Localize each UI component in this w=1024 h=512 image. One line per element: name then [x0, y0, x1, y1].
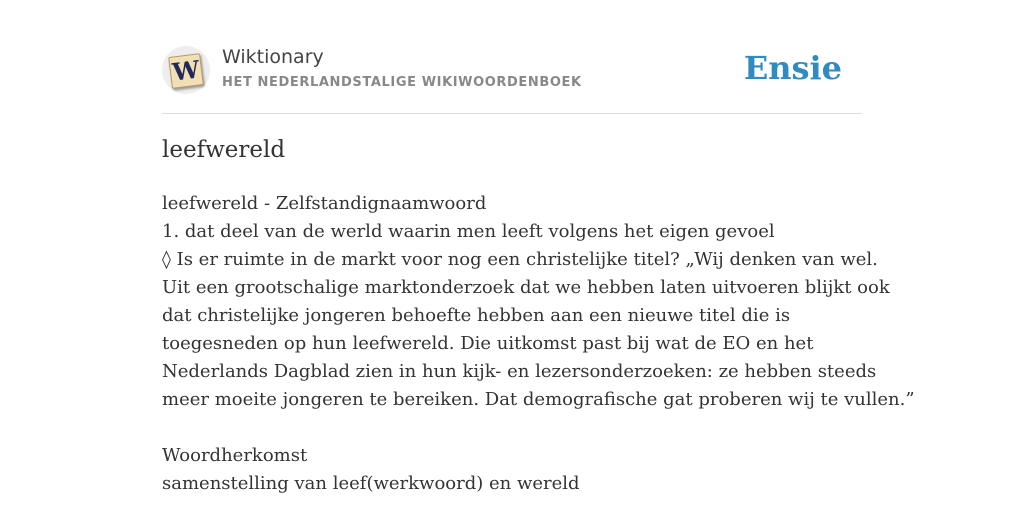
etymology-heading: Woordherkomst	[162, 445, 308, 466]
ensie-brand-link[interactable]: Ensie	[743, 49, 842, 87]
site-name[interactable]: Wiktionary	[222, 46, 324, 68]
spacer	[162, 414, 862, 442]
example-line: Uit een grootschalige marktonderzoek dat we hebben laten uitvoeren blijkt ook	[162, 277, 890, 298]
example-line: meer moeite jongeren te bereiken. Dat demografische gat proberen wij te vullen.”	[162, 389, 915, 410]
example-line: ◊ Is er ruimte in de markt voor nog een christelijke titel? „Wij denken van wel.	[162, 249, 878, 270]
example-line: toegesneden op hun leefwereld. Die uitkomst past bij wat de EO en het	[162, 333, 814, 354]
site-subtitle: HET NEDERLANDSTALIGE WIKIWOORDENBOEK	[222, 75, 582, 90]
wiktionary-logo-icon: W	[168, 53, 204, 89]
etymology-text: samenstelling van leef(werkwoord) en wereld	[162, 473, 580, 494]
example-line: Nederlands Dagblad zien in hun kijk- en lezersonderzoeken: ze hebben steeds	[162, 361, 877, 382]
page	[162, 0, 915, 512]
part-of-speech-line: leefwereld - Zelfstandignaamwoord	[162, 193, 487, 214]
wiktionary-logo[interactable]	[162, 46, 210, 94]
header-divider	[162, 113, 862, 114]
page-title: leefwereld	[162, 137, 286, 163]
entry-body	[162, 190, 915, 498]
definition-line: 1. dat deel van de werld waarin men leeft volgens het eigen gevoel	[162, 221, 775, 242]
example-line: dat christelijke jongeren behoefte hebben aan een nieuwe titel die is	[162, 305, 791, 326]
